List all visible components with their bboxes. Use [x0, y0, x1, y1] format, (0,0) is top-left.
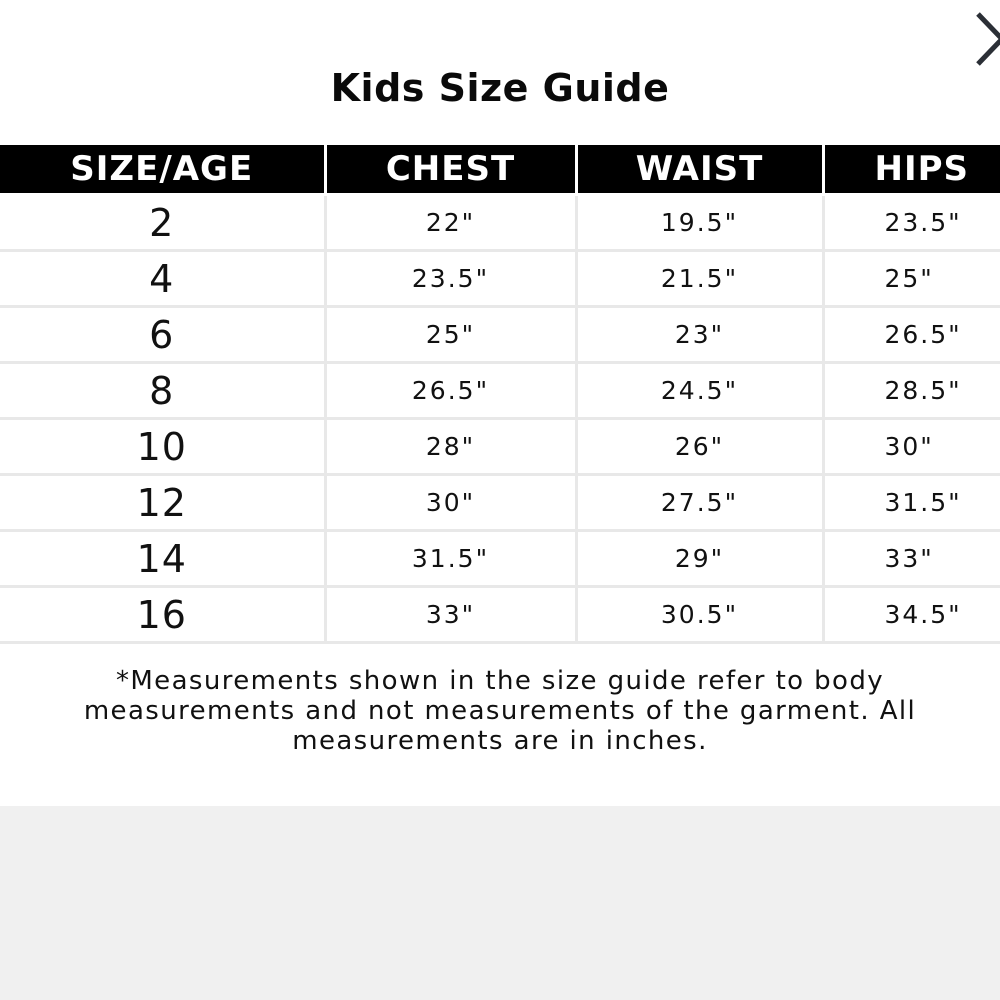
table-row — [0, 195, 1000, 251]
waist-cell: 23" — [576, 307, 823, 363]
waist-cell: 30.5" — [576, 587, 823, 643]
waist-cell: 26" — [576, 419, 823, 475]
hips-cell: 25" — [823, 251, 1000, 307]
hips-cell: 23.5" — [823, 195, 1000, 251]
chest-cell: 22" — [325, 195, 576, 251]
size-cell: 4 — [0, 251, 325, 307]
waist-cell: 19.5" — [576, 195, 823, 251]
close-button[interactable] — [968, 8, 1000, 72]
header-size-age: SIZE/AGE — [0, 145, 325, 195]
close-chevron-icon — [968, 8, 1000, 72]
size-cell: 10 — [0, 419, 325, 475]
waist-cell: 29" — [576, 531, 823, 587]
chest-cell: 23.5" — [325, 251, 576, 307]
table-header-row — [0, 145, 1000, 195]
size-cell: 16 — [0, 587, 325, 643]
table-row — [0, 363, 1000, 419]
table-row — [0, 531, 1000, 587]
header-chest: CHEST — [325, 145, 576, 195]
table-row — [0, 475, 1000, 531]
chest-cell: 28" — [325, 419, 576, 475]
page-title: Kids Size Guide — [330, 66, 670, 110]
size-cell: 14 — [0, 531, 325, 587]
chest-cell: 26.5" — [325, 363, 576, 419]
size-cell: 2 — [0, 195, 325, 251]
table-row — [0, 587, 1000, 643]
size-table — [0, 145, 1000, 644]
hips-cell: 34.5" — [823, 587, 1000, 643]
waist-cell: 24.5" — [576, 363, 823, 419]
hips-cell: 28.5" — [823, 363, 1000, 419]
table-row — [0, 307, 1000, 363]
size-cell: 6 — [0, 307, 325, 363]
hips-cell: 30" — [823, 419, 1000, 475]
waist-cell: 27.5" — [576, 475, 823, 531]
chest-cell: 30" — [325, 475, 576, 531]
table-row — [0, 251, 1000, 307]
header-waist: WAIST — [576, 145, 823, 195]
hips-cell: 26.5" — [823, 307, 1000, 363]
size-cell: 8 — [0, 363, 325, 419]
header-hips: HIPS — [823, 145, 1000, 195]
size-cell: 12 — [0, 475, 325, 531]
chest-cell: 31.5" — [325, 531, 576, 587]
measurement-note: *Measurements shown in the size guide refer to body measurements and not measurements of the garment. All measurements are in inches. — [83, 666, 917, 756]
chest-cell: 25" — [325, 307, 576, 363]
waist-cell: 21.5" — [576, 251, 823, 307]
hips-cell: 33" — [823, 531, 1000, 587]
chest-cell: 33" — [325, 587, 576, 643]
hips-cell: 31.5" — [823, 475, 1000, 531]
table-row — [0, 419, 1000, 475]
